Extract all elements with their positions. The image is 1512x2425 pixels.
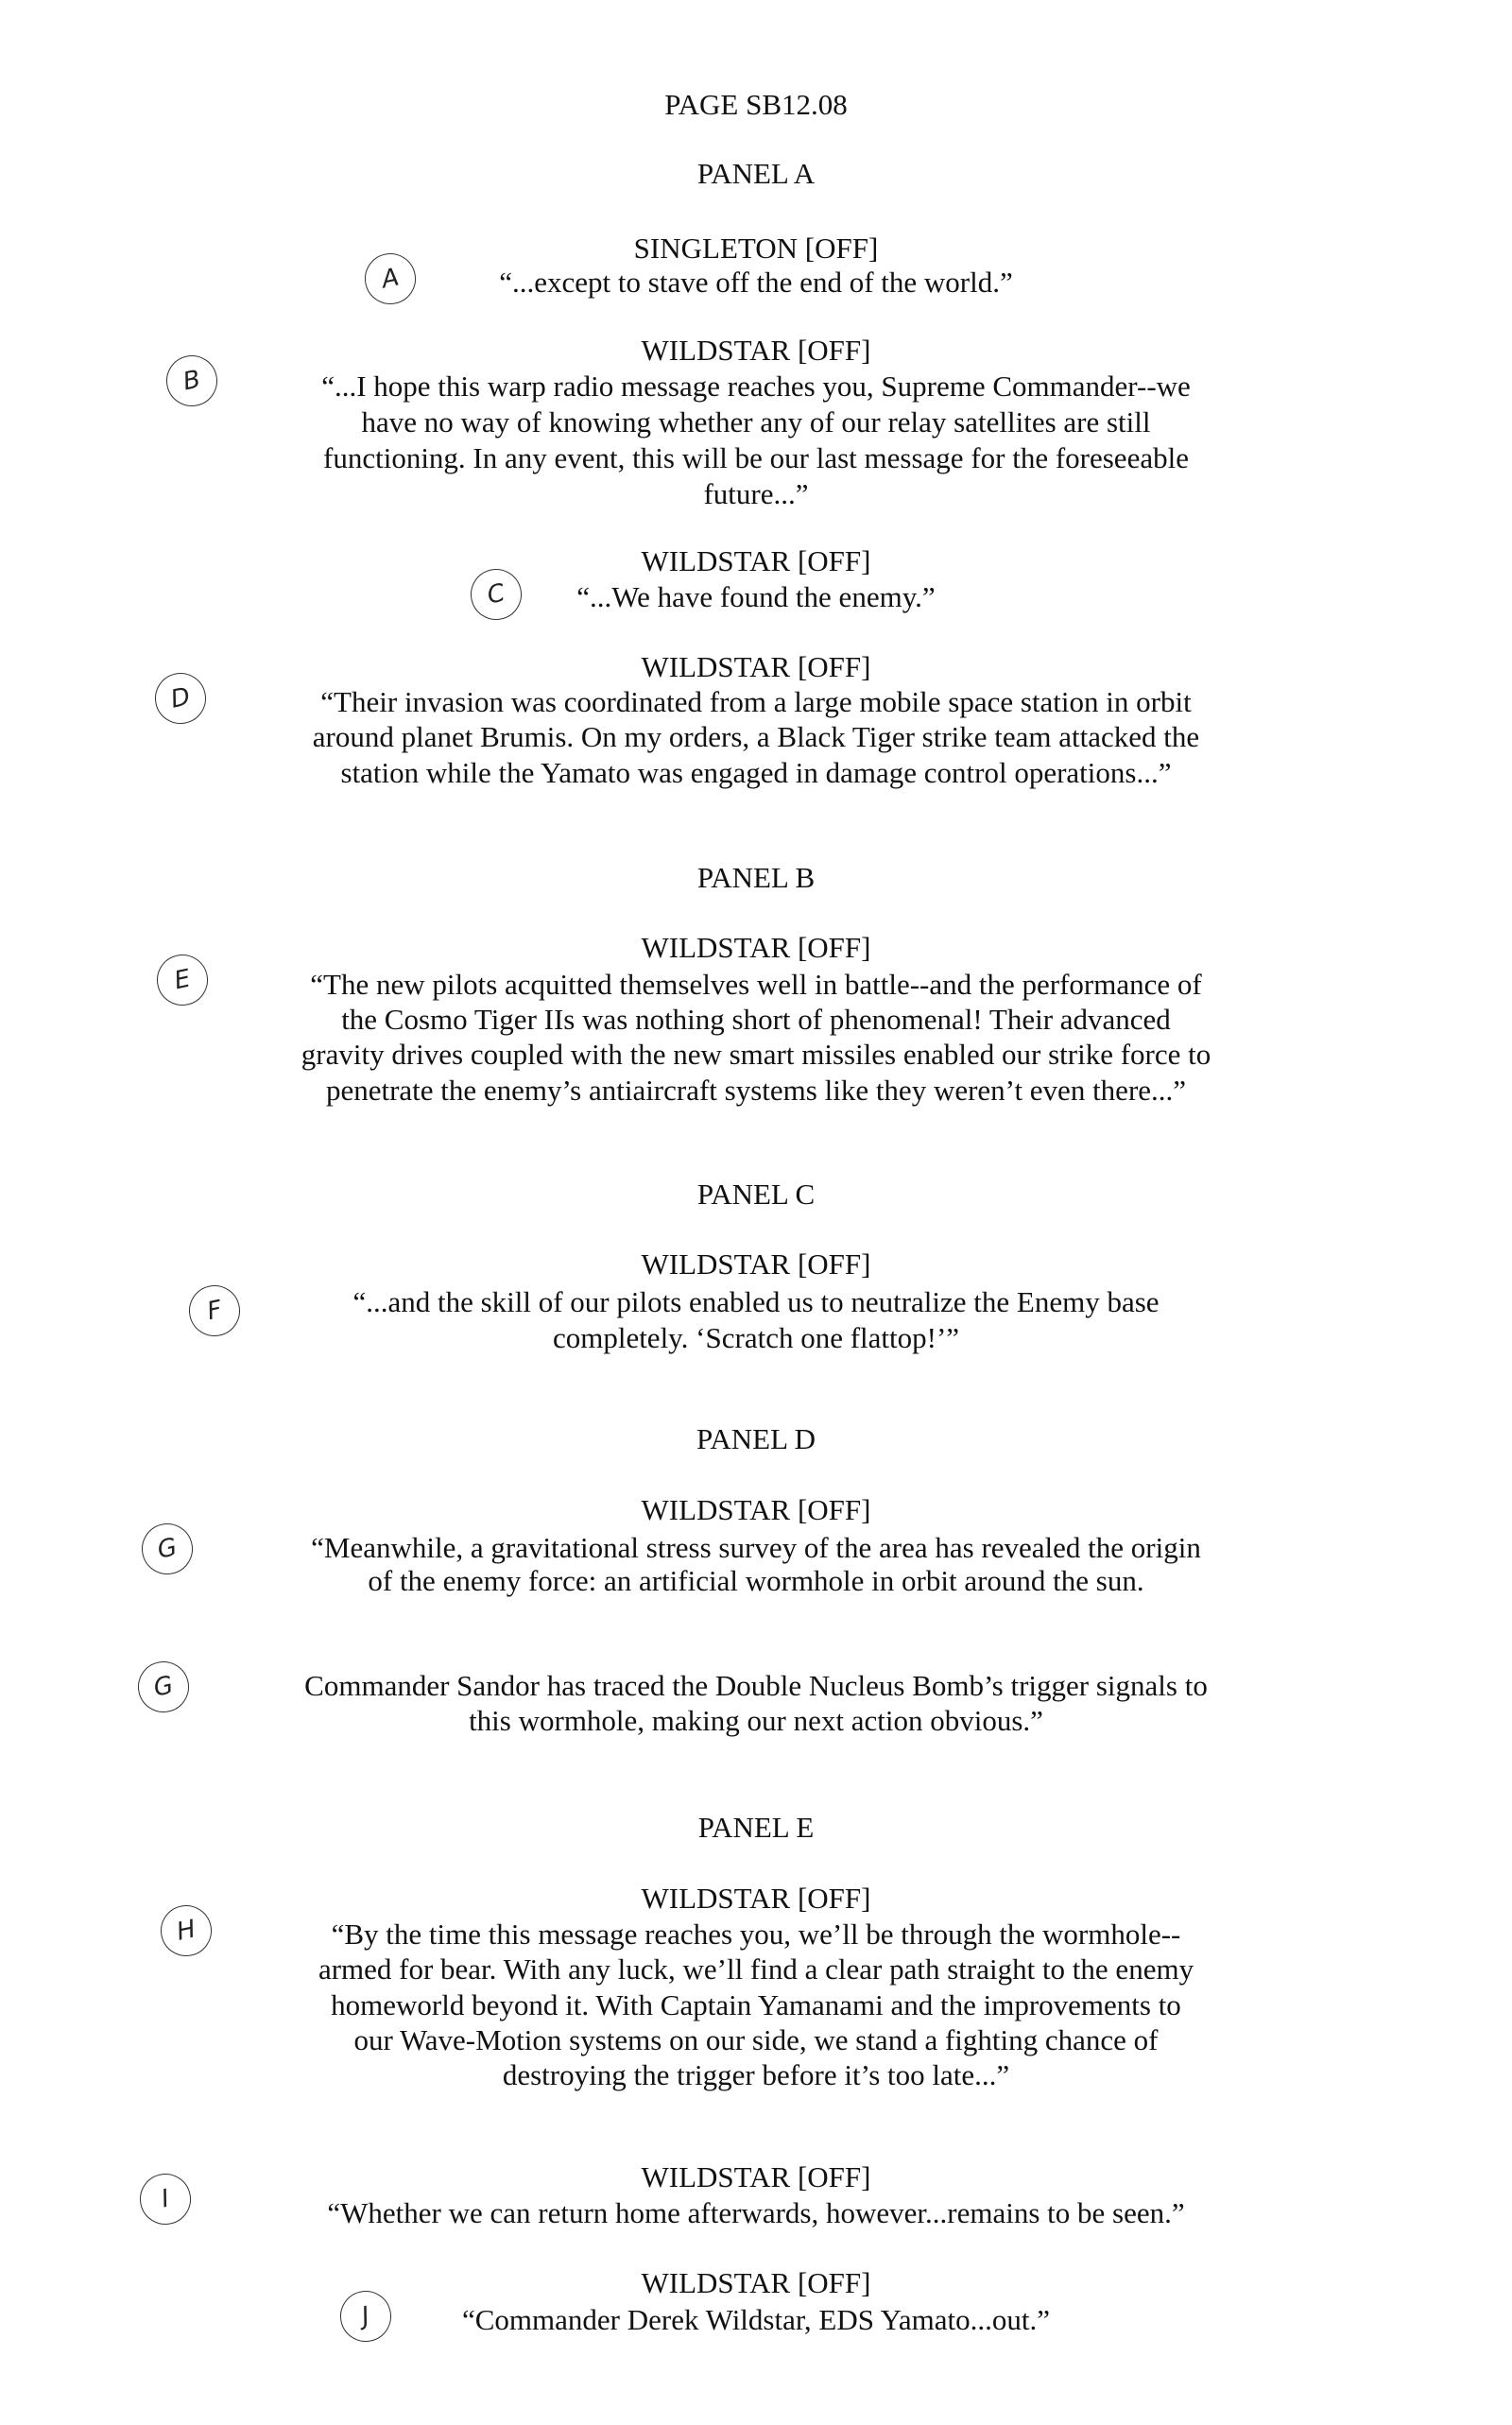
annotation-mark-f: F [184,1281,245,1341]
dialogue-text: “...We have found the enemy.” [576,580,936,613]
dialogue-line: penetrate the enemy’s antiaircraft systems like they weren’t even there...” [325,1074,1187,1107]
dialogue-line: this wormhole, making our next action obvious.” [469,1704,1043,1737]
dialogue-line: “By the time this message reaches you, we’ll be through the wormhole-- [331,1918,1181,1951]
speaker-label: WILDSTAR [OFF] [641,1247,871,1281]
dialogue-text: “Whether we can return home afterwards, however...remains to be seen.” [327,2196,1185,2229]
dialogue-line: have no way of knowing whether any of our relay satellites are still [361,405,1151,439]
annotation-mark-e: E [152,950,213,1010]
panel-heading-b: PANEL B [696,861,816,894]
annotation-mark-g: G [137,1519,198,1579]
dialogue-line: “...I hope this warp radio message reaches you, Supreme Commander--we [321,370,1191,403]
dialogue-line: of the enemy force: an artificial wormhole in orbit around the sun. [368,1564,1144,1597]
speaker-label: WILDSTAR [OFF] [641,2266,871,2299]
annotation-mark-i: I [135,2169,196,2229]
dialogue-line: “Meanwhile, a gravitational stress survey of the area has revealed the origin [311,1531,1201,1564]
dialogue-line: “The new pilots acquitted themselves well in battle--and the performance of [310,968,1202,1001]
speaker-label: SINGLETON [OFF] [633,232,879,265]
dialogue-line: functioning. In any event, this will be our last message for the foreseeable [323,441,1189,474]
dialogue-line: armed for bear. With any luck, we’ll find a clear path straight to the enemy [318,1952,1194,1986]
dialogue-line: our Wave-Motion systems on our side, we stand a fighting chance of [353,2023,1159,2056]
dialogue-line: homeworld beyond it. With Captain Yamanami and the improvements to [331,1988,1181,2021]
dialogue-line: “Their invasion was coordinated from a large mobile space station in orbit [320,685,1192,718]
page-label: PAGE SB12.08 [664,88,848,121]
dialogue-line: station while the Yamato was engaged in damage control operations...” [340,756,1172,789]
panel-heading-a: PANEL A [696,157,816,190]
annotation-mark-c: C [466,564,526,625]
panel-heading-c: PANEL C [696,1178,816,1211]
speaker-label: WILDSTAR [OFF] [641,334,871,367]
dialogue-line: around planet Brumis. On my orders, a Black Tiger strike team attacked the [312,720,1200,753]
dialogue-line: the Cosmo Tiger IIs was nothing short of phenomenal! Their advanced [341,1003,1171,1036]
dialogue-line: future...” [703,477,809,510]
annotation-mark-j: J [335,2286,396,2347]
speaker-label: WILDSTAR [OFF] [641,1882,871,1915]
annotation-mark-b: B [162,351,222,411]
annotation-mark-g: G [133,1657,194,1717]
panel-heading-d: PANEL D [696,1422,816,1455]
dialogue-line: gravity drives coupled with the new smart missiles enabled our strike force to [301,1038,1211,1071]
speaker-label: WILDSTAR [OFF] [641,2160,871,2193]
speaker-label: WILDSTAR [OFF] [641,650,871,683]
dialogue-text: “Commander Derek Wildstar, EDS Yamato...out.” [462,2303,1050,2336]
dialogue-line: Commander Sandor has traced the Double Nucleus Bomb’s trigger signals to [304,1669,1208,1702]
speaker-label: WILDSTAR [OFF] [641,931,871,964]
panel-heading-e: PANEL E [697,1811,815,1844]
speaker-label: WILDSTAR [OFF] [641,1493,871,1526]
annotation-mark-a: A [360,249,421,309]
dialogue-line: “...and the skill of our pilots enabled us to neutralize the Enemy base [352,1285,1160,1318]
dialogue-line: destroying the trigger before it’s too late...” [502,2058,1010,2091]
speaker-label: WILDSTAR [OFF] [641,544,871,577]
dialogue-line: completely. ‘Scratch one flattop!’” [552,1321,960,1354]
dialogue-text: “...except to stave off the end of the world.” [499,266,1013,299]
annotation-mark-d: D [150,668,211,729]
annotation-mark-h: H [156,1900,216,1961]
